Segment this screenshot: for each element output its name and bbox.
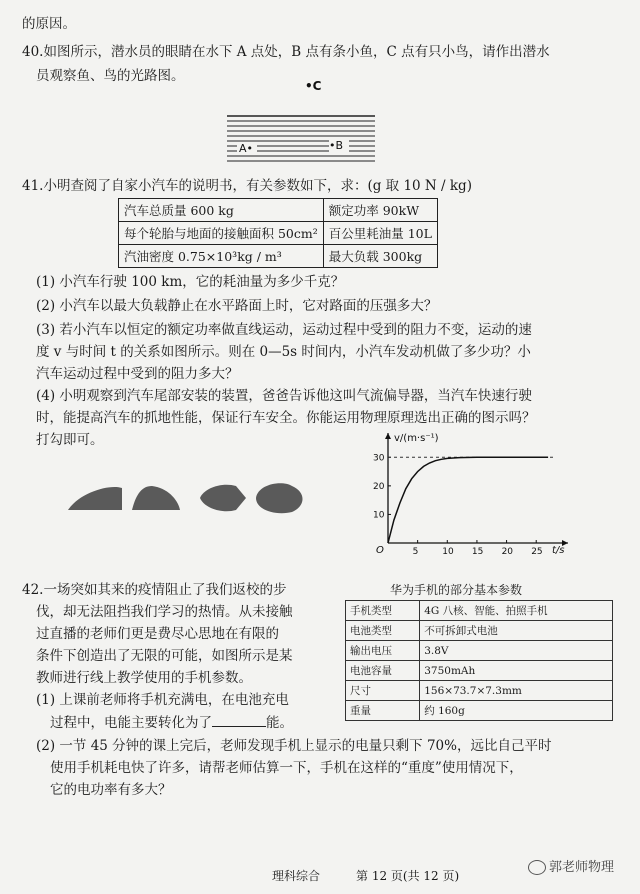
q42-line4: 条件下创造出了无限的可能，如图所示是某 xyxy=(36,648,293,664)
wechat-icon xyxy=(528,860,546,875)
table-row xyxy=(346,681,613,701)
velocity-curve xyxy=(388,457,548,543)
spoiler-shape-2[interactable] xyxy=(132,486,180,510)
chart-marks xyxy=(388,457,554,543)
q40-water-diagram xyxy=(225,72,385,172)
car-parameter-table xyxy=(118,198,438,268)
q42-part2-line1: (2) 一节 45 分钟的课上完后，老师发现手机上显示的电量只剩下 70%，远比自己平时 xyxy=(36,738,552,754)
table-cell: 4G 八核、智能、拍照手机 xyxy=(420,601,613,621)
footer-page-number: 第 12 页(共 12 页) xyxy=(356,869,460,883)
y-tick-label: 30 xyxy=(373,453,385,464)
table-cell: 手机类型 xyxy=(346,601,420,621)
q41-part3-line2: 度 v 与时间 t 的关系如图所示。则在 0—5s 时间内，小汽车发动机做了多少功？小 xyxy=(36,344,531,360)
watermark xyxy=(528,858,614,878)
q41-part3-line3: 汽车运动过程中受到的阻力多大？ xyxy=(36,366,239,382)
y-axis-label: v/(m·s⁻¹) xyxy=(394,433,439,444)
q41-intro: 41.小明查阅了自家小汽车的说明书，有关参数如下，求：(g 取 10 N / kg) xyxy=(22,178,472,194)
q42-line5: 教师进行线上教学使用的手机参数。 xyxy=(36,670,252,686)
chart-grid xyxy=(388,457,536,543)
spoiler-shape-1[interactable] xyxy=(68,487,122,510)
footer-subject: 理科综合 xyxy=(272,869,321,883)
table-row xyxy=(119,222,438,245)
table-cell: 尺寸 xyxy=(346,681,420,701)
q40-text-line1: 40.如图所示，潜水员的眼睛在水下 A 点处，B 点有条小鱼，C 点有只小鸟，请作出潜水 xyxy=(22,44,550,60)
q41-part1: (1) 小汽车行驶 100 km，它的耗油量为多少千克？ xyxy=(36,274,345,290)
origin-label: O xyxy=(376,545,384,556)
spoiler-shape-4[interactable] xyxy=(256,483,303,513)
table-cell: 重量 xyxy=(346,701,420,721)
table-cell: 额定功率 90kW xyxy=(323,199,437,222)
table-cell: 每个轮胎与地面的接触面积 50cm² xyxy=(119,222,324,245)
watermark-text: 郭老师物理 xyxy=(549,860,615,875)
q42-line3: 过直播的老师们更是费尽心思地在有限的 xyxy=(36,626,279,642)
q42-part1-text: 过程中，电能主要转化为了 xyxy=(50,715,212,731)
table-cell: 汽车总质量 600 kg xyxy=(119,199,324,222)
diver-eye-point-a: A• xyxy=(239,142,254,155)
q42-line2: 伐，却无法阻挡我们学习的热情。从未接触 xyxy=(36,604,293,620)
y-tick-label: 10 xyxy=(373,510,385,521)
table-cell: 3750mAh xyxy=(420,661,613,681)
table-row xyxy=(119,199,438,222)
q41-part4-line3: 打勾即可。 xyxy=(36,432,104,448)
table-cell: 汽油密度 0.75×10³kg / m³ xyxy=(119,245,324,268)
table-row xyxy=(346,641,613,661)
table-cell: 输出电压 xyxy=(346,641,420,661)
x-axis-label: t/s xyxy=(552,545,565,556)
q42-line1: 42.一场突如其来的疫情阻止了我们返校的步 xyxy=(22,582,287,598)
q42-part1-suffix: 能。 xyxy=(266,715,293,731)
spoiler-options xyxy=(60,478,310,518)
table-cell: 3.8V xyxy=(420,641,613,661)
q42-part2-line3: 它的电功率有多大？ xyxy=(50,782,172,798)
x-tick-label: 10 xyxy=(442,547,454,557)
spoiler-shape-3[interactable] xyxy=(200,485,246,512)
y-axis-arrow xyxy=(385,433,391,439)
q41-part4-line1: (4) 小明观察到汽车尾部安装的装置，爸爸告诉他这叫气流偏导器，当汽车快速行驶 xyxy=(36,388,532,404)
q42-part1-line2 xyxy=(50,712,293,733)
q41-part2: (2) 小汽车以最大负载静止在水平路面上时，它对路面的压强多大？ xyxy=(36,298,438,314)
table-row xyxy=(119,245,438,268)
q41-part4-line2: 时，能提高汽车的抓地性能，保证行车安全。你能运用物理原理选出正确的图示吗？ xyxy=(36,410,536,426)
table-cell: 156×73.7×7.3mm xyxy=(420,681,613,701)
q42-part1-line1: (1) 上课前老师将手机充满电，在电池充电 xyxy=(36,692,289,708)
q40-text-line2: 员观察鱼、鸟的光路图。 xyxy=(36,68,185,84)
table-cell: 电池容量 xyxy=(346,661,420,681)
table-cell: 电池类型 xyxy=(346,621,420,641)
x-tick-label: 15 xyxy=(471,547,484,557)
x-tick-label: 20 xyxy=(501,547,514,557)
q41-part3-line1: (3) 若小汽车以恒定的额定功率做直线运动，运动过程中受到的阻力不变，运动的速 xyxy=(36,322,532,338)
y-tick-label: 20 xyxy=(373,481,385,492)
previous-question-tail: 的原因。 xyxy=(22,16,76,32)
x-tick-label: 5 xyxy=(412,547,419,557)
table-row xyxy=(346,621,613,641)
table-cell: 百公里耗油量 10L xyxy=(323,222,437,245)
x-tick-label: 25 xyxy=(531,547,543,557)
table-row xyxy=(346,661,613,681)
table-cell: 约 160g xyxy=(420,701,613,721)
fish-point-b: •B xyxy=(329,139,344,152)
table-cell: 不可拆卸式电池 xyxy=(420,621,613,641)
table-row xyxy=(346,601,613,621)
bird-point-c: •C xyxy=(305,79,322,93)
answer-blank[interactable] xyxy=(212,712,266,727)
table-cell: 最大负载 300kg xyxy=(323,245,437,268)
chart-axes xyxy=(373,433,568,557)
table-row xyxy=(346,701,613,721)
q42-part2-line2: 使用手机耗电快了许多，请帮老师估算一下，手机在这样的“重度”使用情况下， xyxy=(50,760,523,776)
phone-table-title: 华为手机的部分基本参数 xyxy=(390,583,523,597)
phone-parameter-table xyxy=(345,600,613,721)
velocity-time-chart xyxy=(360,425,580,560)
